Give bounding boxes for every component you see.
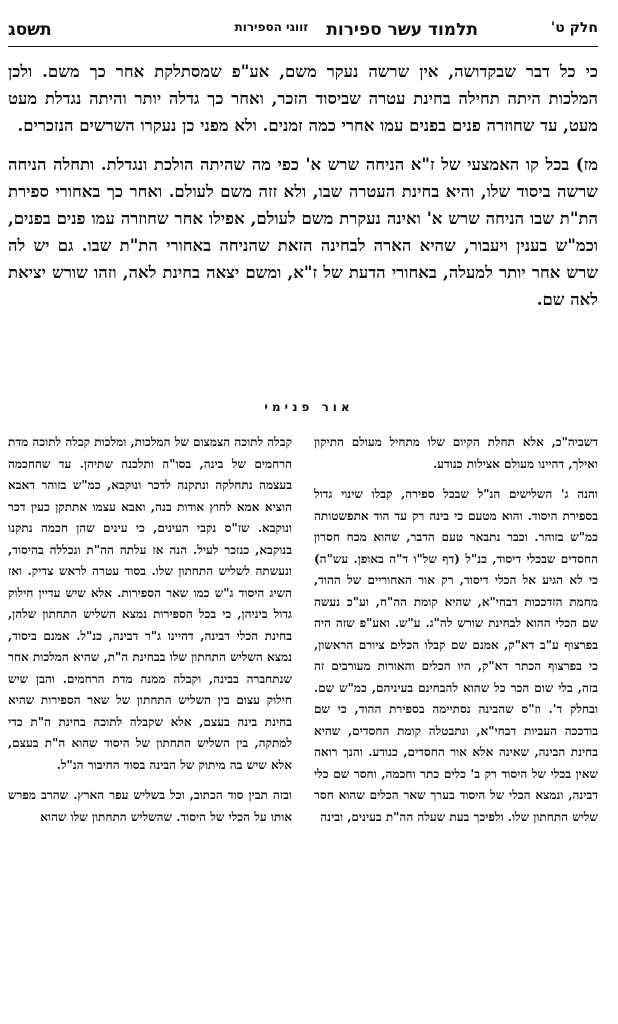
main-paragraph-1: כי כל דבר שבקדושה, אין שרשה נעקר משם, אע"פ שמסתלקת אחר כך משם. ולכן המלכות היתה תחילה בחינת עטרה שביסוד הזכר, ואחר כך גדלה יותר והיתה נגדלת מעט מעט, עד שחוזרה פנים בפנים עמו אחרי כמה זמנים. ולא מפני כן נעקרו השרשים הנזכרים. — [8, 62, 598, 135]
main-text — [8, 58, 598, 325]
main-paragraph-2: מז) בכל קו האמצעי של ז"א הניחה שרש א' כפי מה שהיתה הולכת ונגדלת. ותחלה הניחה שרשה ביסוד שלו, והיא בחינת העטרה שבו, ולא זזה משם לעולם. ואחר כך באחורי ספירת הת"ת שבו הניחה שרש א' ואינה נעקרת משם לעולם, אפילו אחר שחוזרה עמו פנים בפנים, וכמ"ש בענין ויעבור, שהיא הארה לבחינה הזאת שהניחה באחורי הת"ת שבו. גם יש לה שרש אחר יותר למעלה, באחורי הדעת של ז"א, ומשם יצאה בחינת לאה, וזהו שורש יציאת לאה שם. — [8, 155, 598, 309]
commentary-paragraph: קבלה לתוכה הצמצום של המלכות, ומלכות קבלה לתוכה מדת הרחמים של בינה, בסו"ה ותלכנה שתיהן. עד שהחכמה בעצמה נתחלקה ונתקנה לדכר ונוקבא, כמ"ש בזוהר דאבא הוציא אמא לחוץ אודות בנה, ואבא עצמו אתתקן כעין דכר ונוקבא. שז"ס נקבי העינים, כי עינים שהן חכמה נתקנו בנוקבא, כנזכר לעיל. הנה אז עלתה הה"ת ונכללה בהיסוד, ונעשתה לשליש התחתון שלו. בסוד עטרה לראש צדיק. ואז השיג היסוד ג"ש כמו שאר הספירות. אלא שיש עדיין חילוק גדול ביניהן, כי בכל הספירות נמצא השליש התחתון שלהן, בחינת הכלי דבינה, דהיינו ג"ר דבינה, כנ"ל. אמנם ביסוד, נמצא השליש התחתון שלו בבחינת ה"ת, שהיא המלכות אחר שנתחברה בבינה, וקבלה ממנה מדת הרחמים. והבן שיש חילוק עצום בין השליש התחתון של שאר הספירות שהיא בחינת בינה בעצם, אלא שקבלה לתוכה בחינת ה"ת כדי למתקה, בין השליש התחתון של היסוד שהוא ה"ת בעצם, אלא שיש בה מיתוק של הבינה בסוד החיבור הנ"ל. — [8, 435, 292, 772]
commentary-title: אור פנימי — [264, 400, 354, 414]
commentary-right-column — [314, 432, 598, 1012]
header-part-label: חלק ט' — [550, 20, 598, 36]
commentary-left-column — [8, 432, 292, 1012]
page-number: תשסג — [8, 20, 52, 40]
commentary-paragraph: ובזה תבין סוד הכתוב, וכל בשליש עפר הארץ. שהרב מפרש אותו על הכלי של היסוד. שהשליש התחתון שלו שהוא — [8, 788, 292, 824]
commentary-paragraph: והנה ג' השלישים הנ"ל שבכל ספירה, קבלו שינוי גדול בספירת היסוד. והוא מטעם כי בינה רק עד הוד אתפשטותה כמ"ש בזוהר. וכבר נתבאר טעם הדבר, שהוא מכח חסרון החסדים שבכלי דיסוד, כנ"ל (דף של"ו ד"ה באופן. עש"ה) כי לא הגיע אל הכלי דיסוד, רק אור האחוריים של ההוד, מחמת הזדככות דבחי"א, שהיא קומת הה"ח, וע"כ נעשה שם הכלי ההוא לבחינת שורש לה"ג. ע"ש. ואע"פ שזה היה בפרצוף ע"ב דא"ק, אמנם שם קבלו הכלים ציורם הראשון, כי בפרצוף הכתר דא"ק, היו הכלים והאורות מעורבים זה בזה, בלי שום הכר כל שהוא להבחינם בעיניהם, כמ"ש שם. ובחלק ד'. וז"ס שהבינה נסתיימה בספירת ההוד, כי שם בודככה העביות דבחי"א, ונתבטלה קומת החסדים, שהיא בחינת הבינה, שאינה אלא אור החסדים, כנודע. והנך רואה שאין בכלי של היסוד רק ב' כלים כתר וחכמה, וחסר שם כלי דבינה, ונמצא הכלי של היסוד בערך שאר הכלים שהוא חסר שליש התחתון שלו. ולפיכך בעת שעלה הה"ת בעינים, ובינה — [314, 487, 598, 824]
commentary-columns — [8, 432, 598, 1012]
commentary-paragraph: דשביה"כ, אלא תחלת הקיום שלו מתחיל מעולם התיקון ואילך, דהיינו מעולם אצילות כנודע. — [314, 435, 598, 471]
header-section-title: זווגי הספירות — [234, 20, 308, 34]
running-header — [8, 18, 598, 47]
header-book-title: תלמוד עשר ספירות — [326, 20, 478, 40]
